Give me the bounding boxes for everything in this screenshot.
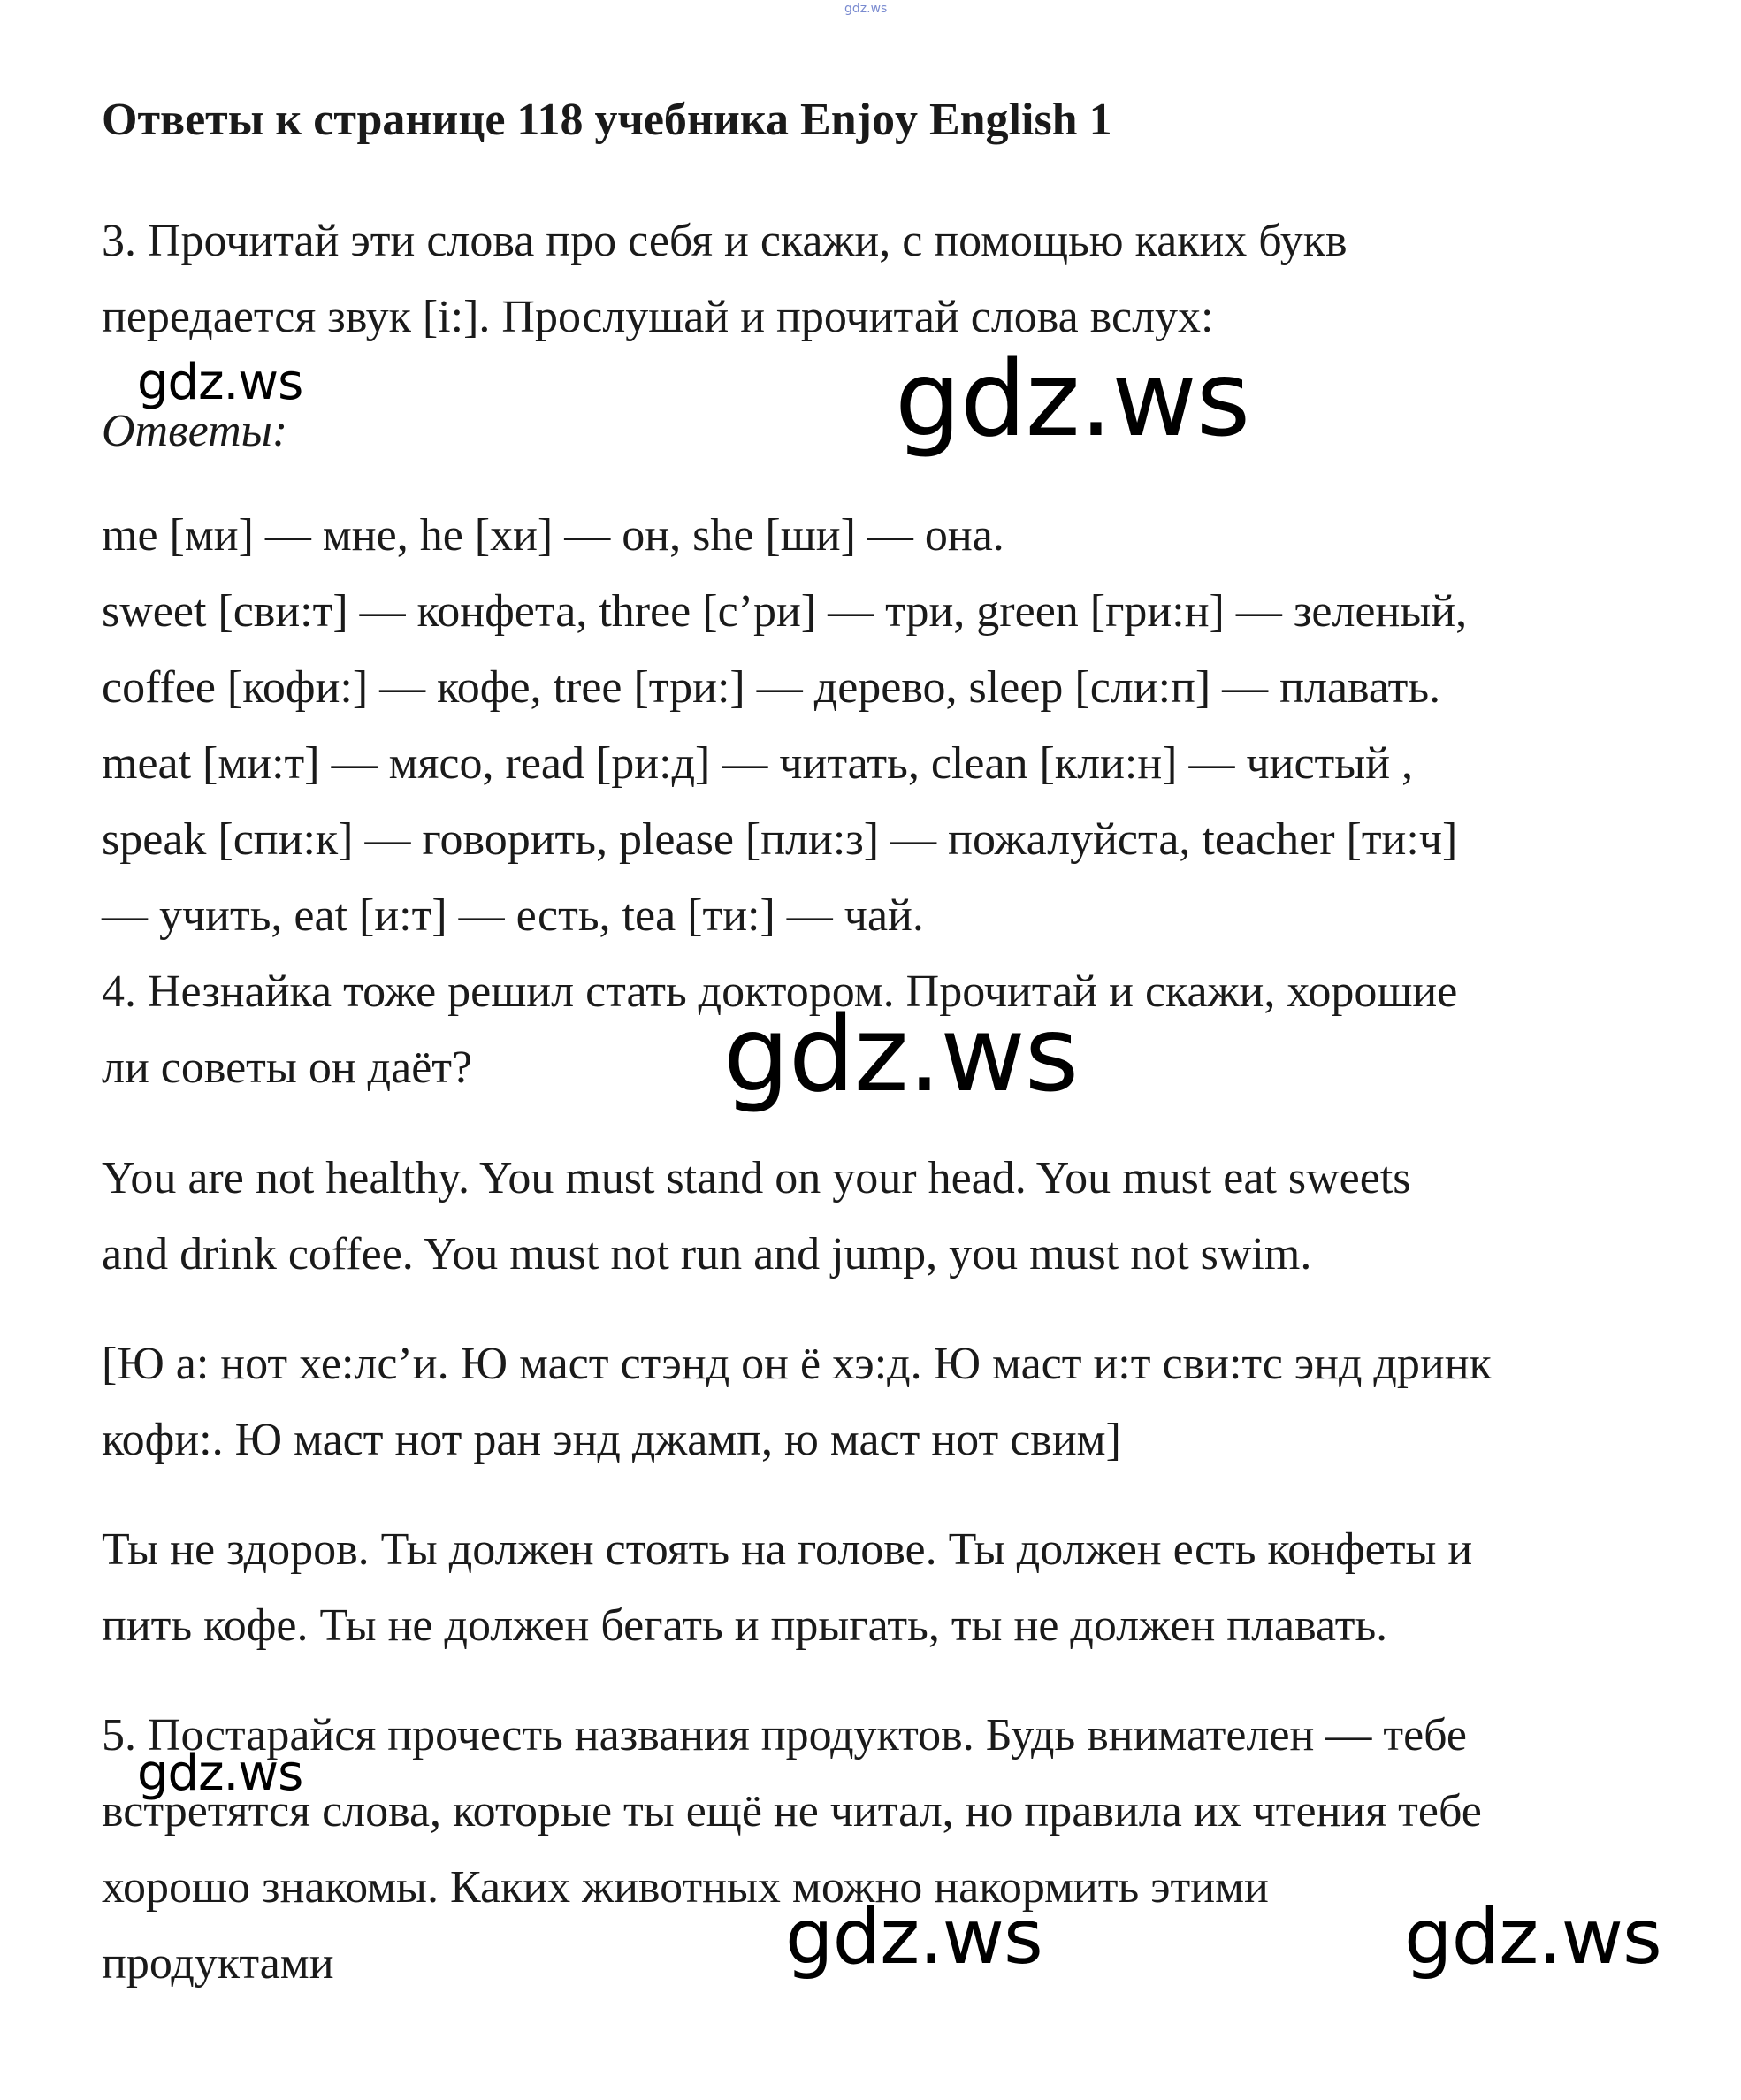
watermark-medium: gdz.ws <box>785 1893 1042 1982</box>
task4-english-line: and drink coffee. You must not run and jump, you must not swim. <box>102 1229 1312 1279</box>
answers-label: Ответы: <box>102 406 288 456</box>
task3-answer-line: coffee [кофи:] — кофе, tree [три:] — дерево, sleep [сли:п] — плавать. <box>102 662 1441 713</box>
watermark-medium: gdz.ws <box>1404 1893 1661 1982</box>
task5-question-line: хорошо знакомы. Каких животных можно накормить этими <box>102 1862 1269 1913</box>
task4-translation-line: пить кофе. Ты не должен бегать и прыгать, ты не должен плавать. <box>102 1600 1388 1651</box>
task5-question-line: встретятся слова, которые ты ещё не читал, но правила их чтения тебе <box>102 1786 1482 1837</box>
task4-translation-line: Ты не здоров. Ты должен стоять на голове. Ты должен есть конфеты и <box>102 1524 1473 1575</box>
task4-transcription-line: [Ю а: нот хе:лс’и. Ю маст стэнд он ё хэ:д. Ю маст и:т сви:тс энд дринк <box>102 1339 1492 1389</box>
top-watermark: gdz.ws <box>844 2 888 16</box>
task4-question-line: 4. Незнайка тоже решил стать доктором. Прочитай и скажи, хорошие <box>102 966 1458 1017</box>
page-title: Ответы к странице 118 учебника Enjoy English 1 <box>102 95 1112 145</box>
task3-answer-line: — учить, eat [и:т] — есть, tea [ти:] — чай. <box>102 890 924 941</box>
task5-question-line: продуктами <box>102 1938 334 1989</box>
task4-english-line: You are not healthy. You must stand on your head. You must eat sweets <box>102 1153 1411 1203</box>
task3-answer-line: me [ми] — мне, he [хи] — он, she [ши] — она. <box>102 510 1004 561</box>
task5-question-line: 5. Постарайся прочесть названия продуктов. Будь внимателен — тебе <box>102 1710 1468 1760</box>
task3-question-line: 3. Прочитай эти слова про себя и скажи, с помощью каких букв <box>102 216 1348 266</box>
task4-transcription-line: кофи:. Ю маст нот ран энд джамп, ю маст нот свим] <box>102 1415 1121 1465</box>
task4-question-line: ли советы он даёт? <box>102 1042 473 1093</box>
task3-answer-line: speak [спи:к] — говорить, please [пли:з] — пожалуйста, teacher [ти:ч] <box>102 814 1458 865</box>
watermark-small: gdz.ws <box>137 354 303 411</box>
task3-answer-line: sweet [сви:т] — конфета, three [с’ри] — три, green [гри:н] — зеленый, <box>102 586 1468 637</box>
watermark-small: gdz.ws <box>137 1745 303 1802</box>
watermark-large: gdz.ws <box>723 993 1079 1115</box>
task3-question-line: передается звук [i:]. Прослушай и прочитай слова вслух: <box>102 292 1214 342</box>
task3-answer-line: meat [ми:т] — мясо, read [ри:д] — читать, clean [кли:н] — чистый , <box>102 738 1414 789</box>
watermark-large: gdz.ws <box>895 338 1250 460</box>
